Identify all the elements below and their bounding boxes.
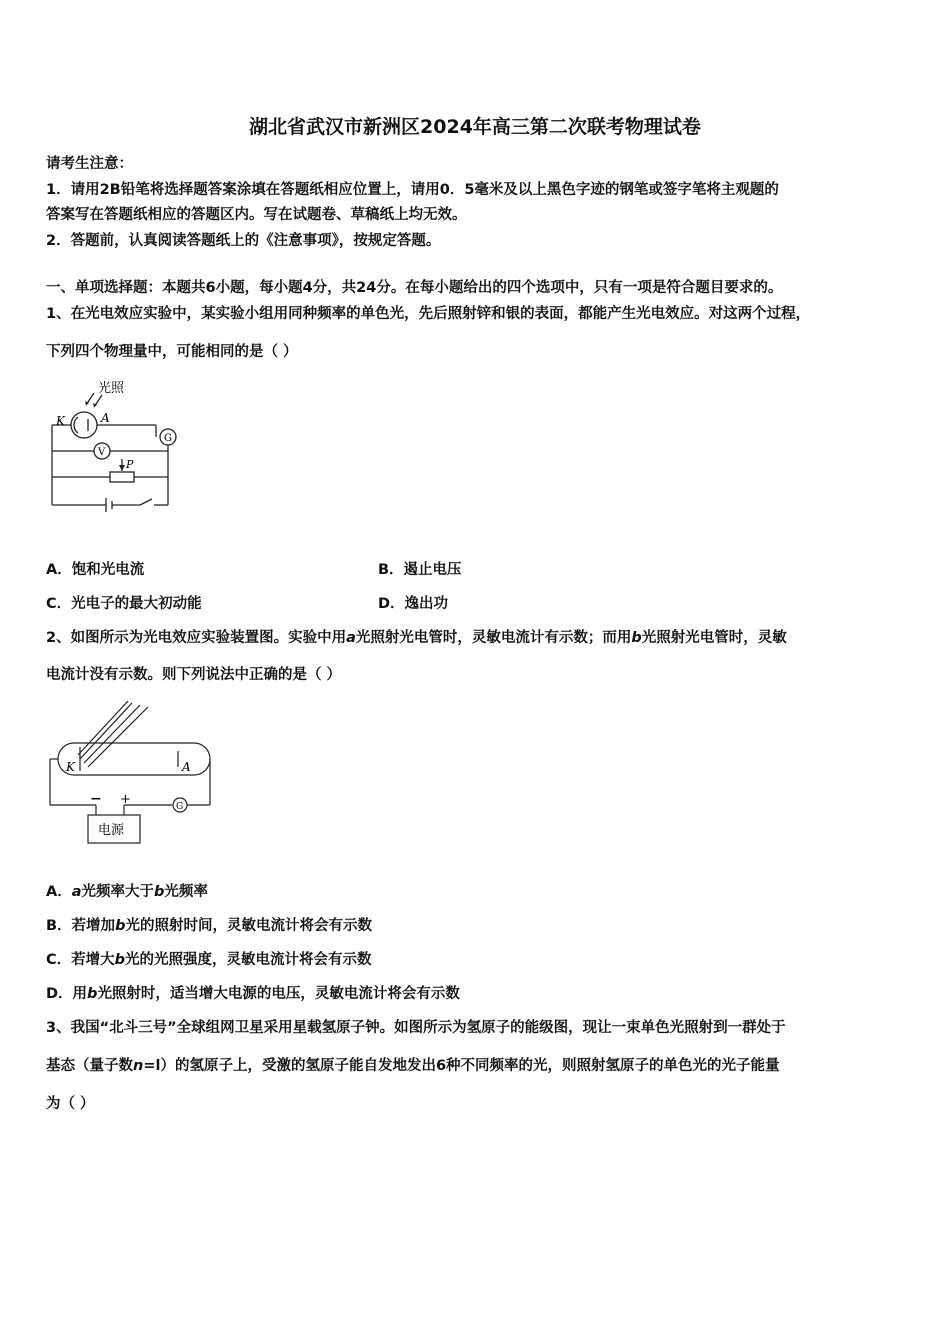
q2-stem-line2: 电流计没有示数。则下列说法中正确的是（ ） xyxy=(46,667,342,683)
fig-label-a: A xyxy=(101,411,110,425)
notice-line-2: 2．答题前，认真阅读答题纸上的《注意事项》，按规定答题。 xyxy=(46,233,441,249)
page-title: 湖北省武汉市新洲区2024年高三第二次联考物理试卷 xyxy=(249,116,701,138)
q1-option-a: A．饱和光电流 xyxy=(46,562,145,578)
q1-option-b: B．遏止电压 xyxy=(378,562,462,578)
q3-stem-line3: 为（ ） xyxy=(46,1096,95,1112)
fig-label-v: V xyxy=(98,447,106,458)
q2-option-c: C．若增大b光的光照强度，灵敏电流计将会有示数 xyxy=(46,952,372,968)
q2-apparatus-figure xyxy=(44,695,219,847)
fig-label-g: G xyxy=(164,433,172,444)
q1-stem-line1: 1、在光电效应实验中，某实验小组用同种频率的单色光，先后照射锌和银的表面，都能产生光电效应。对这两个过程， xyxy=(46,306,811,322)
fig2-label-g: G xyxy=(176,802,184,812)
fig-label-p: P xyxy=(126,458,134,471)
fig2-label-k: K xyxy=(66,760,75,774)
q1-stem-line2: 下列四个物理量中，可能相同的是（ ） xyxy=(46,344,298,360)
fig2-minus: − xyxy=(90,791,102,807)
fig2-plus: + xyxy=(120,792,131,807)
fig-label-light: 光照 xyxy=(98,381,125,396)
q3-stem-line1: 3、我国“北斗三号”全球组网卫星采用星载氢原子钟。如图所示为氢原子的能级图，现让一束单色光照射到一群处于 xyxy=(46,1020,786,1036)
notice-line-1b: 答案写在答题纸相应的答题区内。写在试题卷、草稿纸上均无效。 xyxy=(46,207,467,223)
q2-option-a: A．a光频率大于b光频率 xyxy=(46,884,208,900)
notice-heading: 请考生注意： xyxy=(46,156,133,172)
section-heading: 一、单项选择题：本题共6小题，每小题4分，共24分。在每小题给出的四个选项中，只有一项是符合题目要求的。 xyxy=(46,280,783,296)
fig2-label-a: A xyxy=(182,760,191,774)
slider-arrow-icon xyxy=(119,465,125,471)
q2-stem-line1: 2、如图所示为光电效应实验装置图。实验中用a光照射光电管时，灵敏电流计有示数；而用b光照射光电管时，灵敏 xyxy=(46,630,787,646)
q1-circuit-figure xyxy=(44,375,194,515)
q2-option-d: D．用b光照射时，适当增大电源的电压，灵敏电流计将会有示数 xyxy=(46,986,460,1002)
q1-option-c: C．光电子的最大初动能 xyxy=(46,596,202,612)
fig-label-k: K xyxy=(56,414,65,428)
q1-option-d: D．逸出功 xyxy=(378,596,449,612)
notice-line-1: 1．请用2B铅笔将选择题答案涂填在答题纸相应位置上，请用0．5毫米及以上黑色字迹的钢笔或签字笔将主观题的 xyxy=(46,182,779,198)
q3-stem-line2: 基态（量子数n=l）的氢原子上，受激的氢原子能自发地发出6种不同频率的光，则照射氢原子的单色光的光子能量 xyxy=(46,1058,780,1074)
q2-option-b: B．若增加b光的照射时间，灵敏电流计将会有示数 xyxy=(46,918,372,934)
fig2-label-power: 电源 xyxy=(98,823,125,838)
